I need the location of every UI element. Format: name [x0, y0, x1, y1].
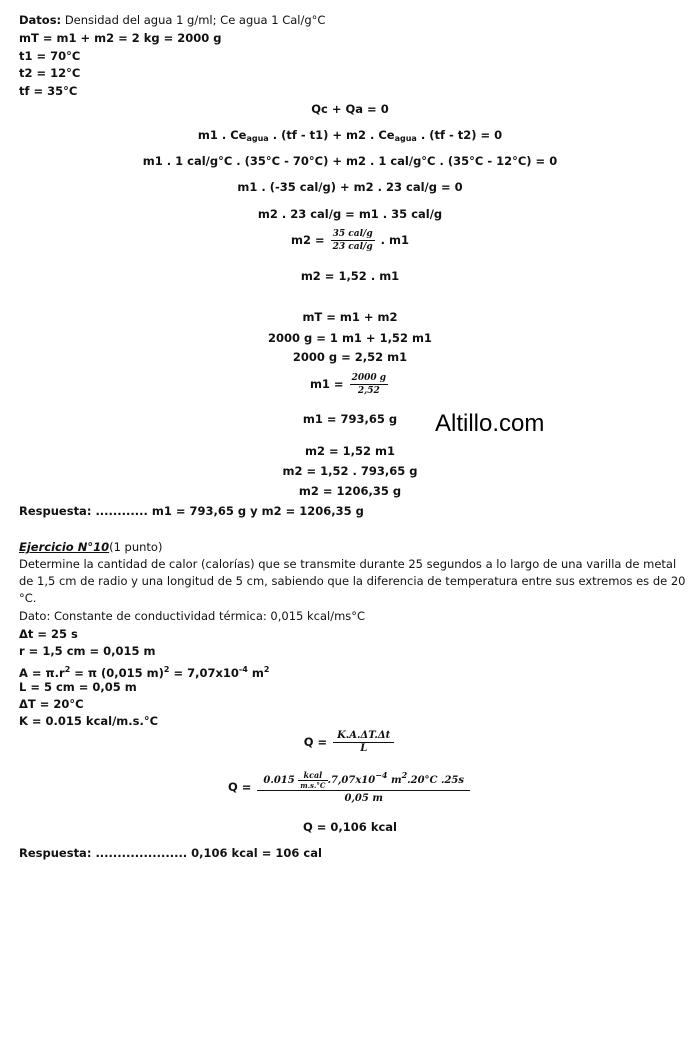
- eq-part: . m1: [380, 233, 409, 247]
- eq-subscript: agua: [394, 134, 417, 143]
- fraction-numerator: 2000 g: [351, 373, 387, 383]
- equation-m2-sub: m2 = 1,52 . 793,65 g: [282, 464, 418, 478]
- eq-part: Q =: [303, 735, 332, 749]
- equation-heat-balance: Qc + Qa = 0: [311, 102, 389, 116]
- delta-t-line: Δt = 25 s: [19, 627, 78, 641]
- eq-part: m: [247, 666, 264, 680]
- fraction-numerator: 35 cal/g: [332, 229, 373, 239]
- equation-total-sub: 2000 g = 1 m1 + 1,52 m1: [268, 331, 432, 345]
- superscript: 2: [263, 665, 270, 674]
- equation-total-mass: mT = m1 + m2: [302, 310, 398, 324]
- superscript: -4: [238, 665, 248, 674]
- inner-fraction: [298, 771, 327, 790]
- fraction-numerator: K.A.ΔT.Δt: [333, 730, 394, 743]
- area-line: [19, 662, 269, 681]
- eq-part: m: [387, 775, 402, 786]
- fraction-denominator: L: [360, 743, 368, 754]
- exercise-points: (1 punto): [109, 540, 163, 554]
- equation-m1-result: m1 = 793,65 g: [302, 412, 398, 426]
- equation-m2-formula: m2 = 1,52 m1: [305, 444, 395, 458]
- answer-1: [19, 504, 364, 519]
- datos-line: [19, 13, 325, 28]
- answer-label: Respuesta:: [19, 504, 92, 518]
- length-line: L = 5 cm = 0,05 m: [19, 680, 137, 694]
- fraction-denominator: 2,52: [357, 386, 380, 396]
- equation-q-result: Q = 0,106 kcal: [303, 820, 397, 834]
- fraction: [350, 372, 388, 397]
- k-line: K = 0.015 kcal/m.s.°C: [19, 714, 159, 728]
- exercise-10-paragraph-line-1: Determine la cantidad de calor (calorías) que se transmite durante 25 segundos a lo largo de una varilla de metal: [19, 557, 677, 571]
- equation-fraction-m1: [0, 372, 700, 397]
- fraction-denominator: 0,05 m: [344, 793, 383, 804]
- eq-part: 0.015: [263, 775, 295, 786]
- exercise-title: Ejercicio N°10: [19, 540, 110, 554]
- datos-label: Datos:: [19, 13, 62, 27]
- eq-part: . (tf - t1) + m2 . Ce: [268, 128, 395, 142]
- eq-part: = 7,07x10: [169, 666, 239, 680]
- t2-line: t2 = 12°C: [19, 66, 81, 80]
- superscript: 2: [401, 770, 408, 780]
- eq-part: Q =: [227, 780, 256, 794]
- equation-fraction-m2: [0, 228, 700, 253]
- exercise-10-paragraph-line-3: °C.: [19, 591, 37, 605]
- exercise-10-paragraph-line-2: de 1,5 cm de radio y una longitud de 5 cm, sabiendo que la diferencia de temperatura entre sus extremos es de 20: [19, 574, 686, 588]
- eq-part: . (tf - t2) = 0: [416, 128, 503, 142]
- answer-label: Respuesta:: [19, 846, 92, 860]
- eq-subscript: agua: [246, 134, 269, 143]
- eq-part: = π (0,015 m): [70, 666, 164, 680]
- tf-line: tf = 35°C: [19, 84, 78, 98]
- eq-part: .7,07x10: [327, 775, 376, 786]
- equation-total-sum: 2000 g = 2,52 m1: [292, 350, 408, 364]
- equation-substituted: m1 . 1 cal/g°C . (35°C - 70°C) + m2 . 1 cal/g°C . (35°C - 12°C) = 0: [142, 154, 558, 168]
- superscript: −4: [375, 770, 388, 780]
- equation-m2-result: m2 = 1206,35 g: [298, 484, 402, 498]
- eq-part: A = π.r: [19, 666, 65, 680]
- equation-rearranged: m2 . 23 cal/g = m1 . 35 cal/g: [257, 207, 443, 221]
- datos-text: Densidad del agua 1 g/ml; Ce agua 1 Cal/g°C: [64, 13, 326, 27]
- superscript: 2: [64, 665, 71, 674]
- exercise-10-data: Dato: Constante de conductividad térmica: 0,015 kcal/ms°C: [19, 609, 366, 623]
- eq-part: m1 =: [309, 377, 348, 391]
- equation-ce-form: [0, 127, 700, 147]
- eq-part: .20°C .25s: [407, 775, 465, 786]
- fraction: [331, 228, 375, 253]
- answer-text: ............ m1 = 793,65 g y m2 = 1206,35 g: [95, 504, 364, 518]
- eq-part: m2 =: [291, 233, 329, 247]
- fraction: [333, 730, 394, 755]
- t1-line: t1 = 70°C: [19, 49, 81, 63]
- equation-q-formula: [0, 730, 700, 755]
- equation-m2-ratio: m2 = 1,52 . m1: [300, 269, 400, 283]
- exercise-10-heading: [19, 540, 162, 555]
- fraction-numerator: [257, 768, 470, 791]
- watermark-text: Altillo.com: [435, 410, 545, 437]
- equation-q-substituted: [0, 768, 700, 807]
- eq-part: m1 . Ce: [197, 128, 247, 142]
- radius-line: r = 1,5 cm = 0,015 m: [19, 644, 156, 658]
- equation-simplified: m1 . (-35 cal/g) + m2 . 23 cal/g = 0: [237, 180, 463, 194]
- superscript: 2: [163, 665, 170, 674]
- inner-denominator: m.s.°C: [300, 781, 326, 790]
- inner-numerator: kcal: [298, 771, 327, 781]
- fraction-denominator: 23 cal/g: [332, 242, 373, 252]
- fraction: [257, 768, 470, 807]
- mass-total-line: mT = m1 + m2 = 2 kg = 2000 g: [19, 31, 222, 45]
- delta-temp-line: ΔT = 20°C: [19, 697, 84, 711]
- answer-text: ..................... 0,106 kcal = 106 cal: [95, 846, 322, 860]
- answer-2: [19, 846, 322, 861]
